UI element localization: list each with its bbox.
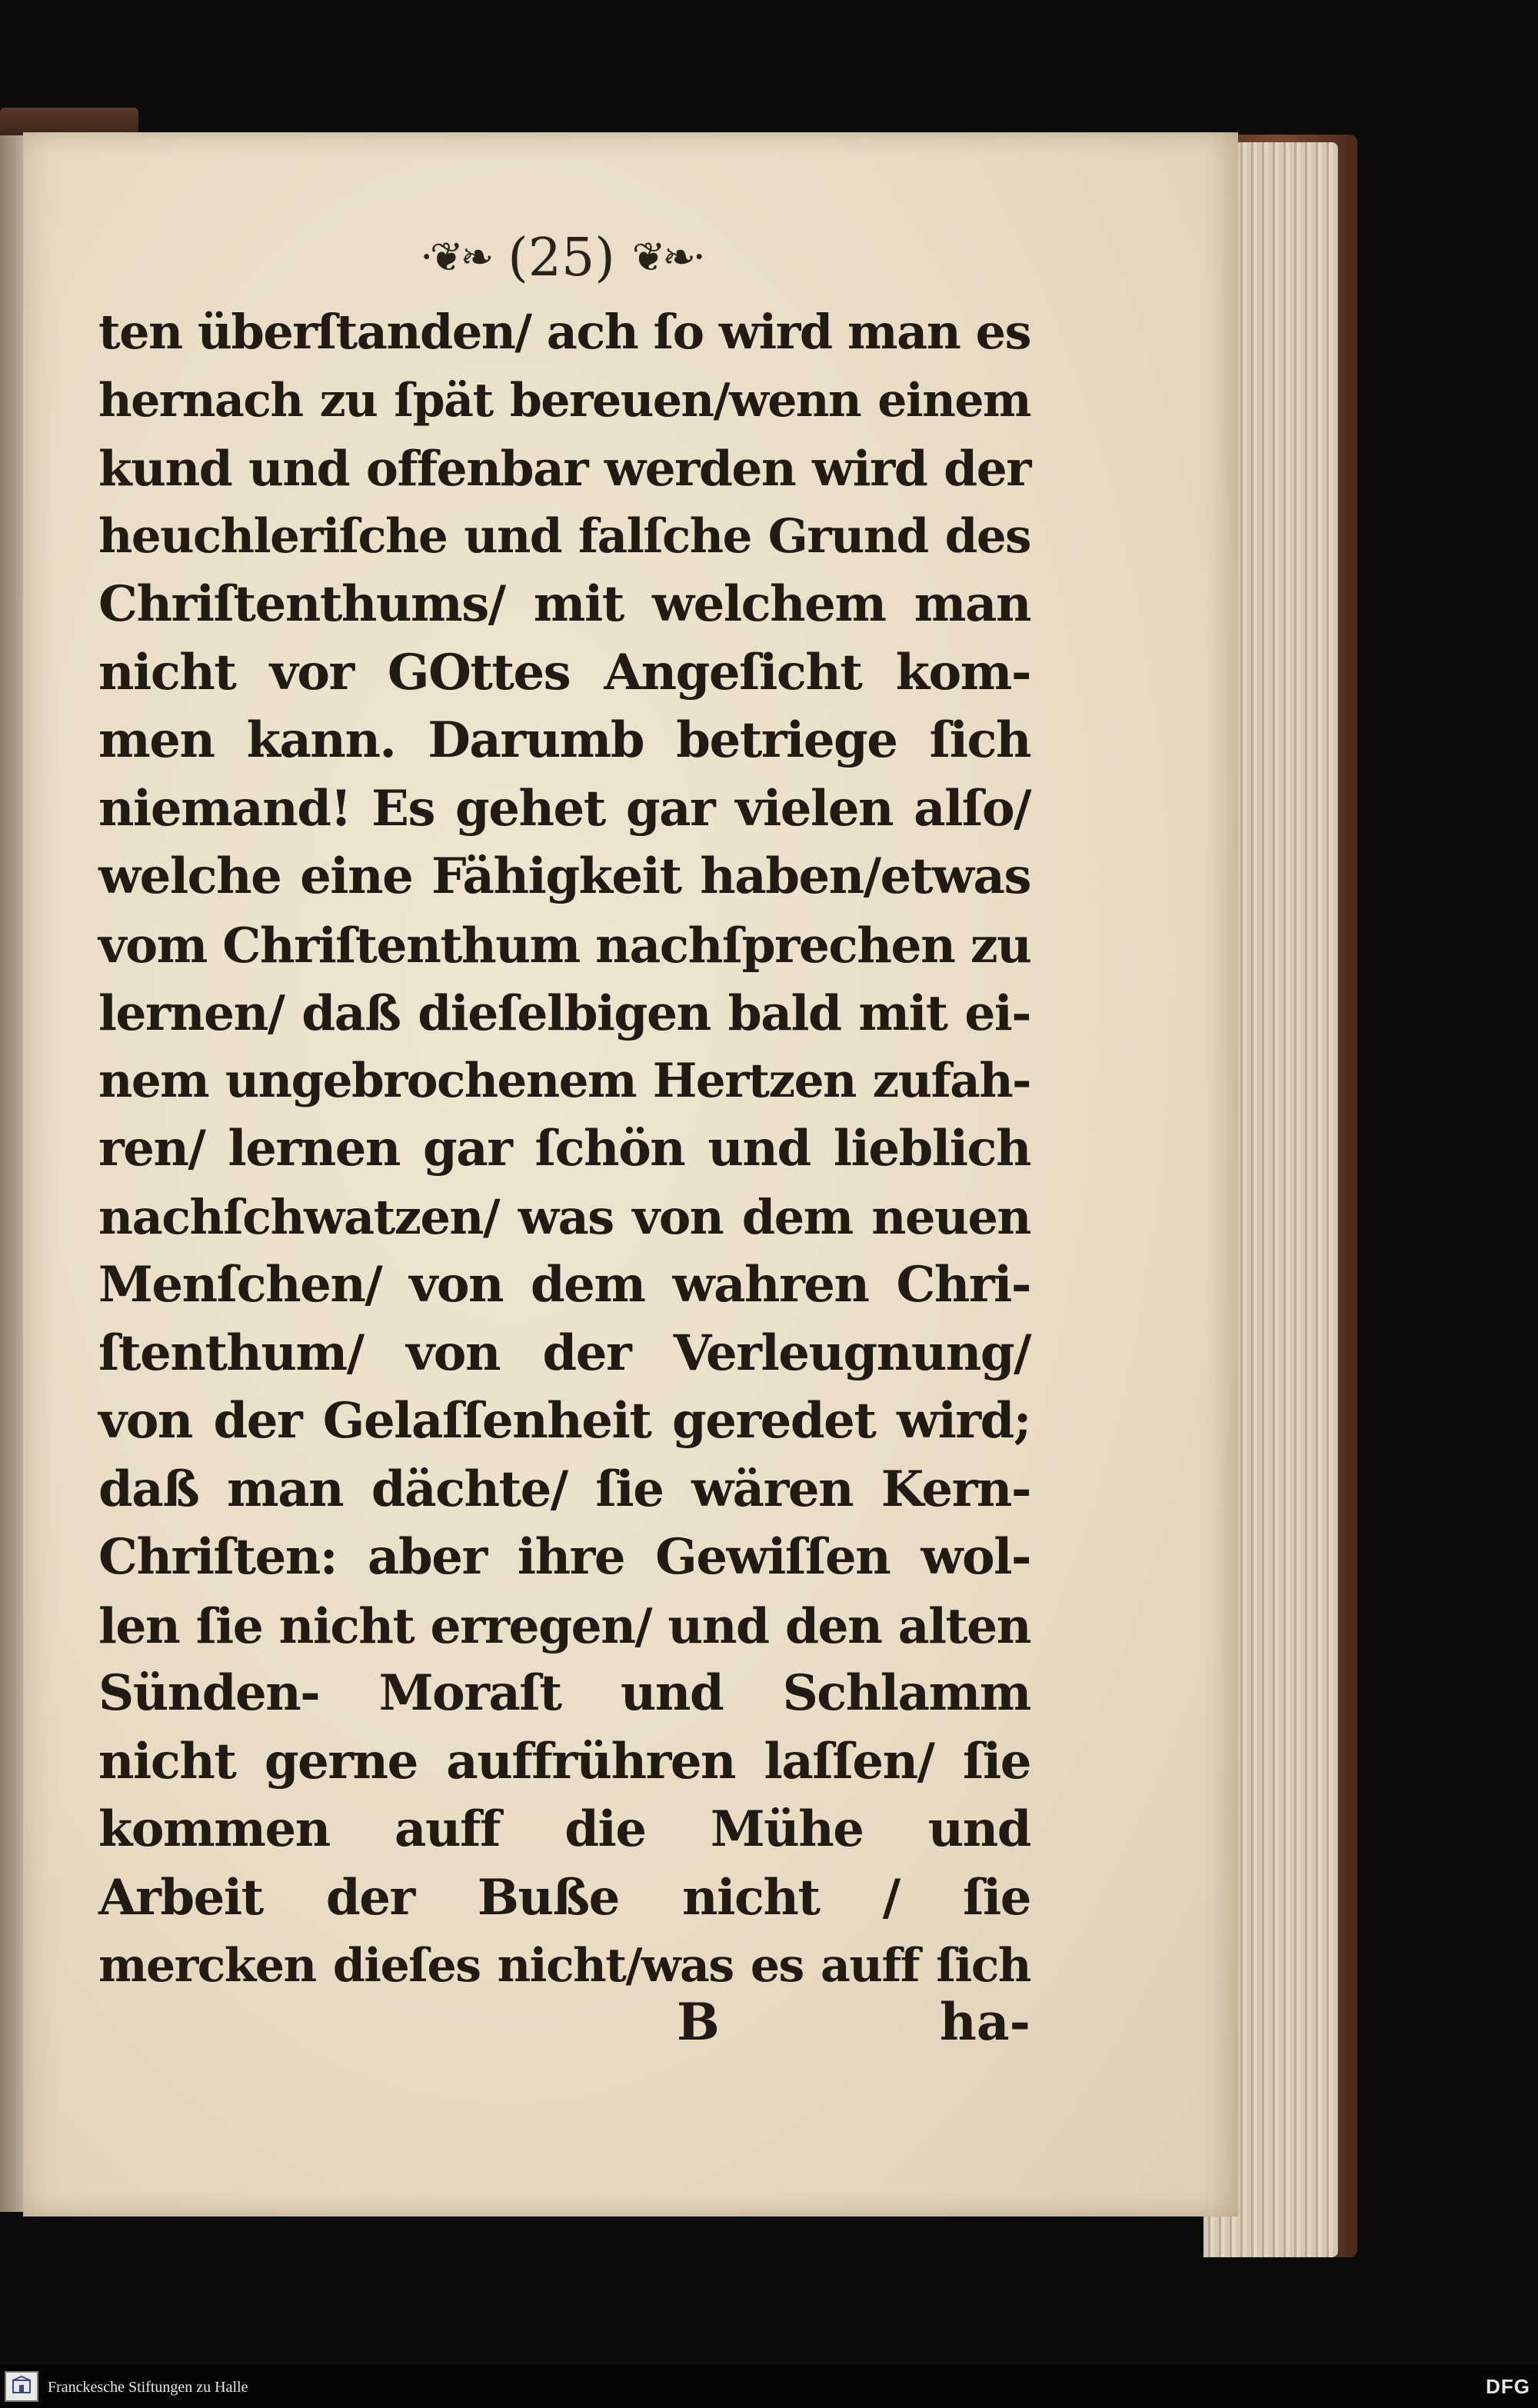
text-line: ſtenthum/ von der Verleugnung/	[98, 1324, 1030, 1382]
book-cover-top-edge	[0, 108, 138, 135]
text-line: lernen/ daß dieſelbigen bald mit ei-	[98, 984, 1030, 1041]
page-foot	[677, 1992, 1030, 2061]
text-line: nicht gerne auffrühren laſſen/ ſie	[98, 1732, 1030, 1790]
text-line: nem ungebrochenem Hertzen zufah-	[98, 1053, 1030, 1108]
text-line: niemand! Es gehet gar vielen alſo/	[98, 779, 1030, 838]
text-line: ren/ lernen gar ſchön und lieblich	[98, 1120, 1030, 1177]
text-line: von der Gelaſſenheit geredet wird;	[98, 1392, 1030, 1450]
text-line: welche eine Fähigkeit haben/etwas	[98, 848, 1030, 905]
text-line: ten überſtanden/ ach ſo wird man es	[98, 304, 1030, 360]
logo-glyph-icon	[10, 2376, 33, 2397]
body-text	[98, 298, 1030, 2000]
text-line: Arbeit der Buße nicht / ſie	[98, 1868, 1030, 1927]
text-line: kommen auff die Mühe und	[98, 1800, 1030, 1858]
text-line: nachſchwatzen/ was von dem neuen	[98, 1188, 1030, 1245]
text-line: kund und offenbar werden wird der	[98, 440, 1030, 497]
text-line: Chriſten: aber ihre Gewiſſen wol-	[98, 1528, 1030, 1586]
page-header	[354, 223, 769, 292]
institution-name: Franckesche Stiftungen zu Halle	[48, 2379, 248, 2396]
text-line: Menſchen/ von dem wahren Chri-	[98, 1256, 1030, 1314]
ornament-left-icon: ·❦❧	[420, 235, 491, 281]
franckesche-logo-icon	[5, 2371, 38, 2402]
catchword: ha-	[939, 1992, 1030, 2052]
text-line: men kann. Darumb betriege ſich	[98, 711, 1030, 769]
text-line: nicht vor GOttes Angeſicht kom-	[98, 643, 1030, 701]
text-line: len ſie nicht erregen/ und den alten	[98, 1597, 1030, 1654]
text-line: hernach zu ſpät bereuen/wenn einem	[98, 373, 1030, 428]
text-line: Chriſtenthums/ mit welchem man	[98, 575, 1030, 633]
page-number: (25)	[508, 227, 615, 288]
text-line: mercken dieſes nicht/was es auff ſich	[98, 1939, 1030, 1993]
dfg-logo: DFG	[1486, 2375, 1530, 2398]
text-line: vom Chriſtenthum nachſprechen zu	[98, 916, 1031, 974]
text-line: daß man dächte/ ſie wären Kern-	[98, 1460, 1030, 1518]
text-line: Sünden- Moraſt und Schlamm	[98, 1664, 1030, 1722]
ornament-right-icon: ❦❧·	[631, 235, 703, 281]
text-line: heuchleriſche und falſche Grund des	[98, 508, 1030, 564]
signature-mark: B	[677, 1992, 720, 2052]
